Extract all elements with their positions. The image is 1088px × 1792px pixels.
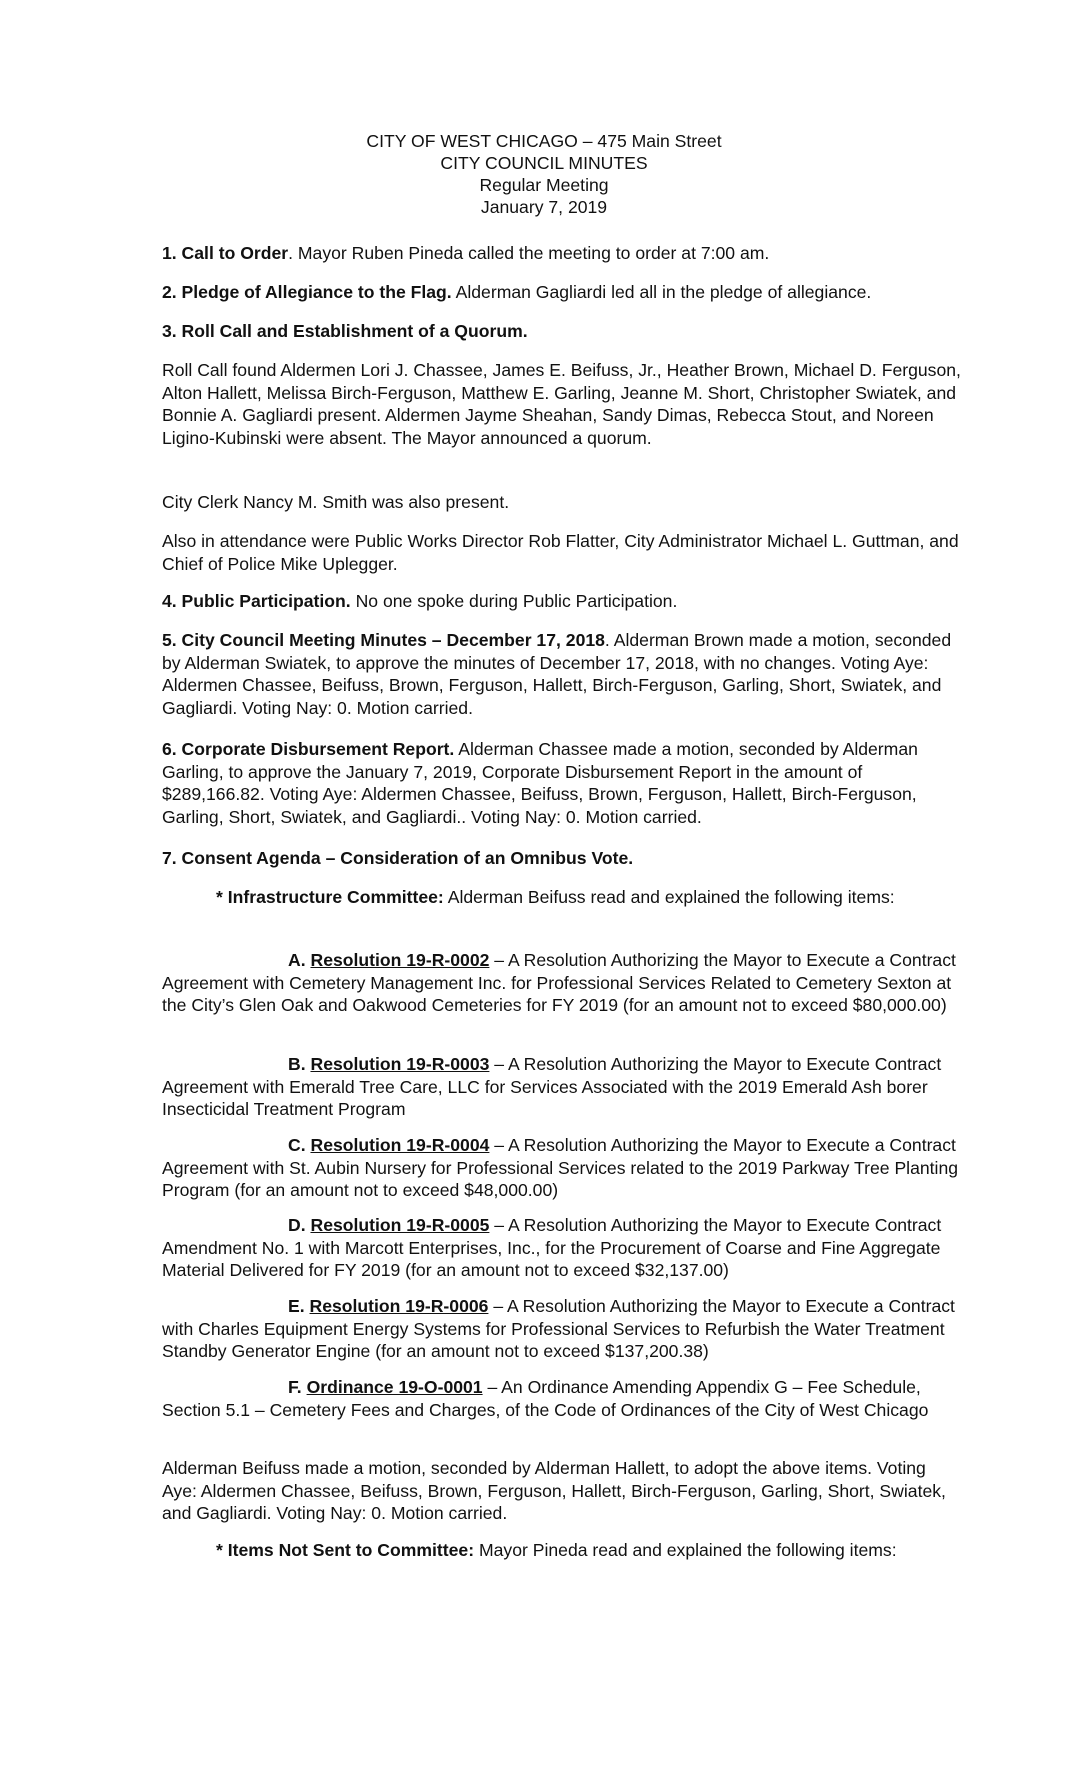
ordinance-number: Ordinance 19-O-0001 xyxy=(306,1377,483,1397)
infrastructure-committee xyxy=(162,886,962,909)
resolution-description: – A Resolution Authorizing the Mayor to Execute a Contract Agreement with St. Aubin Nursery for Professional Services related to the 2019 Parkway Tree Planting Program (for an amount not to exceed $48,000.00) xyxy=(162,1135,959,1201)
consent-motion: Alderman Beifuss made a motion, seconded by Alderman Hallett, to adopt the above items. Voting Aye: Aldermen Chassee, Beifuss, Brown, Ferguson, Hallett, Birch-Ferguson, Garling, Short, Swiatek, and Gagliardi. Voting Nay: 0. Motion carried. xyxy=(162,1458,946,1524)
header-meeting-type: Regular Meeting xyxy=(479,175,609,195)
items-not-sent-to-committee xyxy=(162,1539,962,1562)
clerk-present: City Clerk Nancy M. Smith was also present. xyxy=(162,492,510,512)
header-date: January 7, 2019 xyxy=(480,197,608,217)
ordinance-description: – An Ordinance Amending Appendix G – Fee Schedule, Section 5.1 – Cemetery Fees and Charges, of the Code of Ordinances of the City of West Chicago xyxy=(162,1377,929,1420)
item-heading: 3. Roll Call and Establishment of a Quorum xyxy=(162,321,523,341)
item-disbursement-report xyxy=(162,738,962,828)
item-body: Mayor Ruben Pineda called the meeting to order at 7:00 am. xyxy=(297,243,770,263)
resolution-d: D. Resolution 19-R-0005 – A Resolution Authorizing the Mayor to Execute Contract Amendment No. 1 with Marcott Enterprises, Inc., for the Procurement of Coarse and Fine Aggregate Material Delivered for FY 2019 (for an amount not to exceed $32,137.00) xyxy=(162,1215,942,1281)
attendance: Also in attendance were Public Works Director Rob Flatter, City Administrator Michael L. Guttman, and Chief of Police Mike Uplegger. xyxy=(162,531,959,574)
committee-body: Mayor Pineda read and explained the following items: xyxy=(474,1540,897,1560)
resolution-c: C. Resolution 19-R-0004 – A Resolution Authorizing the Mayor to Execute a Contract Agreement with St. Aubin Nursery for Professional Services related to the 2019 Parkway Tree Planting Program (for an amount not to exceed $48,000.00) xyxy=(162,1135,959,1201)
committee-body: Alderman Beifuss read and explained the following items: xyxy=(443,887,895,907)
resolution-number: Resolution 19-R-0002 xyxy=(310,950,490,970)
item-heading: 5. City Council Meeting Minutes – December 17, 2018 xyxy=(162,630,605,650)
item-roll-call: 3. Roll Call and Establishment of a Quorum. xyxy=(162,321,528,341)
item-body: No one spoke during Public Participation. xyxy=(350,591,678,611)
item-public-participation xyxy=(162,590,962,613)
item-body: . Alderman Brown made a motion, seconded by Alderman Swiatek, to approve the minutes of December 17, 2018, with no changes. Voting Aye: Aldermen Chassee, Beifuss, Brown, Ferguson, Hallett, Birch-Ferguson, Garling, Short, Swiatek, and Gagliardi. Voting Nay: 0. Motion carried. xyxy=(162,630,952,718)
committee-heading: * Items Not Sent to Committee: xyxy=(216,1540,475,1560)
resolution-description: – A Resolution Authorizing the Mayor to Execute a Contract Agreement with Cemetery Management Inc. for Professional Services Related to Cemetery Sexton at the City’s Glen Oak and Oakwood Cemeteries for FY 2019 (for an amount not to exceed $80,000.00) xyxy=(162,950,956,1016)
item-heading: 4. Public Participation. xyxy=(162,591,351,611)
header-city-address: CITY OF WEST CHICAGO – 475 Main Street xyxy=(366,131,722,151)
resolution-number: Resolution 19-R-0003 xyxy=(310,1054,490,1074)
resolution-description: – A Resolution Authorizing the Mayor to Execute Contract Agreement with Emerald Tree Care, LLC for Services Associated with the 2019 Emerald Ash borer Insecticidal Treatment Program xyxy=(162,1054,942,1120)
item-consent-agenda: 7. Consent Agenda – Consideration of an Omnibus Vote. xyxy=(162,848,634,868)
committee-heading: * Infrastructure Committee: xyxy=(216,887,444,907)
item-body: Alderman Gagliardi led all in the pledge of allegiance. xyxy=(451,282,872,302)
resolution-number: Resolution 19-R-0006 xyxy=(309,1296,489,1316)
item-meeting-minutes xyxy=(162,629,962,719)
header-title: CITY COUNCIL MINUTES xyxy=(440,153,648,173)
item-body: Alderman Chassee made a motion, seconded by Alderman Garling, to approve the January 7, 2019, Corporate Disbursement Report in the amount of $289,166.82. Voting Aye: Aldermen Chassee, Beifuss, Brown, Ferguson, Hallett, Birch-Ferguson, Garling, Short, Swiatek, and Gagliardi.. Voting Nay: 0. Motion carried. xyxy=(162,739,918,827)
resolution-e: E. Resolution 19-R-0006 – A Resolution Authorizing the Mayor to Execute a Contract with Charles Equipment Energy Systems for Professional Services to Refurbish the Water Treatment Standby Generator Engine (for an amount not to exceed $137,200.38) xyxy=(162,1296,955,1362)
item-heading: 1. Call to Order xyxy=(162,243,289,263)
item-heading: 2. Pledge of Allegiance to the Flag. xyxy=(162,282,452,302)
item-pledge xyxy=(162,281,962,304)
resolution-description: – A Resolution Authorizing the Mayor to Execute Contract Amendment No. 1 with Marcott Enterprises, Inc., for the Procurement of Coarse and Fine Aggregate Material Delivered for FY 2019 (for an amount not to exceed $32,137.00) xyxy=(162,1215,942,1281)
resolution-number: Resolution 19-R-0005 xyxy=(310,1215,490,1235)
item-heading: 7. Consent Agenda – Consideration of an Omnibus Vote xyxy=(162,848,629,868)
roll-call-body: Roll Call found Aldermen Lori J. Chassee, James E. Beifuss, Jr., Heather Brown, Michael D. Ferguson, Alton Hallett, Melissa Birch-Ferguson, Matthew E. Garling, Jeanne M. Short, Christopher Swiatek, and Bonnie A. Gagliardi present. Aldermen Jayme Sheahan, Sandy Dimas, Rebecca Stout, and Noreen Ligino-Kubinski were absent. The Mayor announced a quorum. xyxy=(162,360,961,448)
resolution-a: A. Resolution 19-R-0002 – A Resolution Authorizing the Mayor to Execute a Contract Agreement with Cemetery Management Inc. for Professional Services Related to Cemetery Sexton at the City’s Glen Oak and Oakwood Cemeteries for FY 2019 (for an amount not to exceed $80,000.00) xyxy=(162,950,956,1016)
item-call-to-order: 1. Call to Order. Mayor Ruben Pineda called the meeting to order at 7:00 am. xyxy=(162,243,770,263)
item-heading: 6. Corporate Disbursement Report. xyxy=(162,739,455,759)
resolution-b: B. Resolution 19-R-0003 – A Resolution Authorizing the Mayor to Execute Contract Agreement with Emerald Tree Care, LLC for Services Associated with the 2019 Emerald Ash borer Insecticidal Treatment Program xyxy=(162,1054,942,1120)
ordinance-f: F. Ordinance 19-O-0001 – An Ordinance Amending Appendix G – Fee Schedule, Section 5.1 – Cemetery Fees and Charges, of the Code of Ordinances of the City of West Chicago xyxy=(162,1377,929,1420)
document-header xyxy=(0,130,1088,218)
resolution-number: Resolution 19-R-0004 xyxy=(310,1135,490,1155)
resolution-description: – A Resolution Authorizing the Mayor to Execute a Contract with Charles Equipment Energy Systems for Professional Services to Refurbish the Water Treatment Standby Generator Engine (for an amount not to exceed $137,200.38) xyxy=(162,1296,955,1362)
